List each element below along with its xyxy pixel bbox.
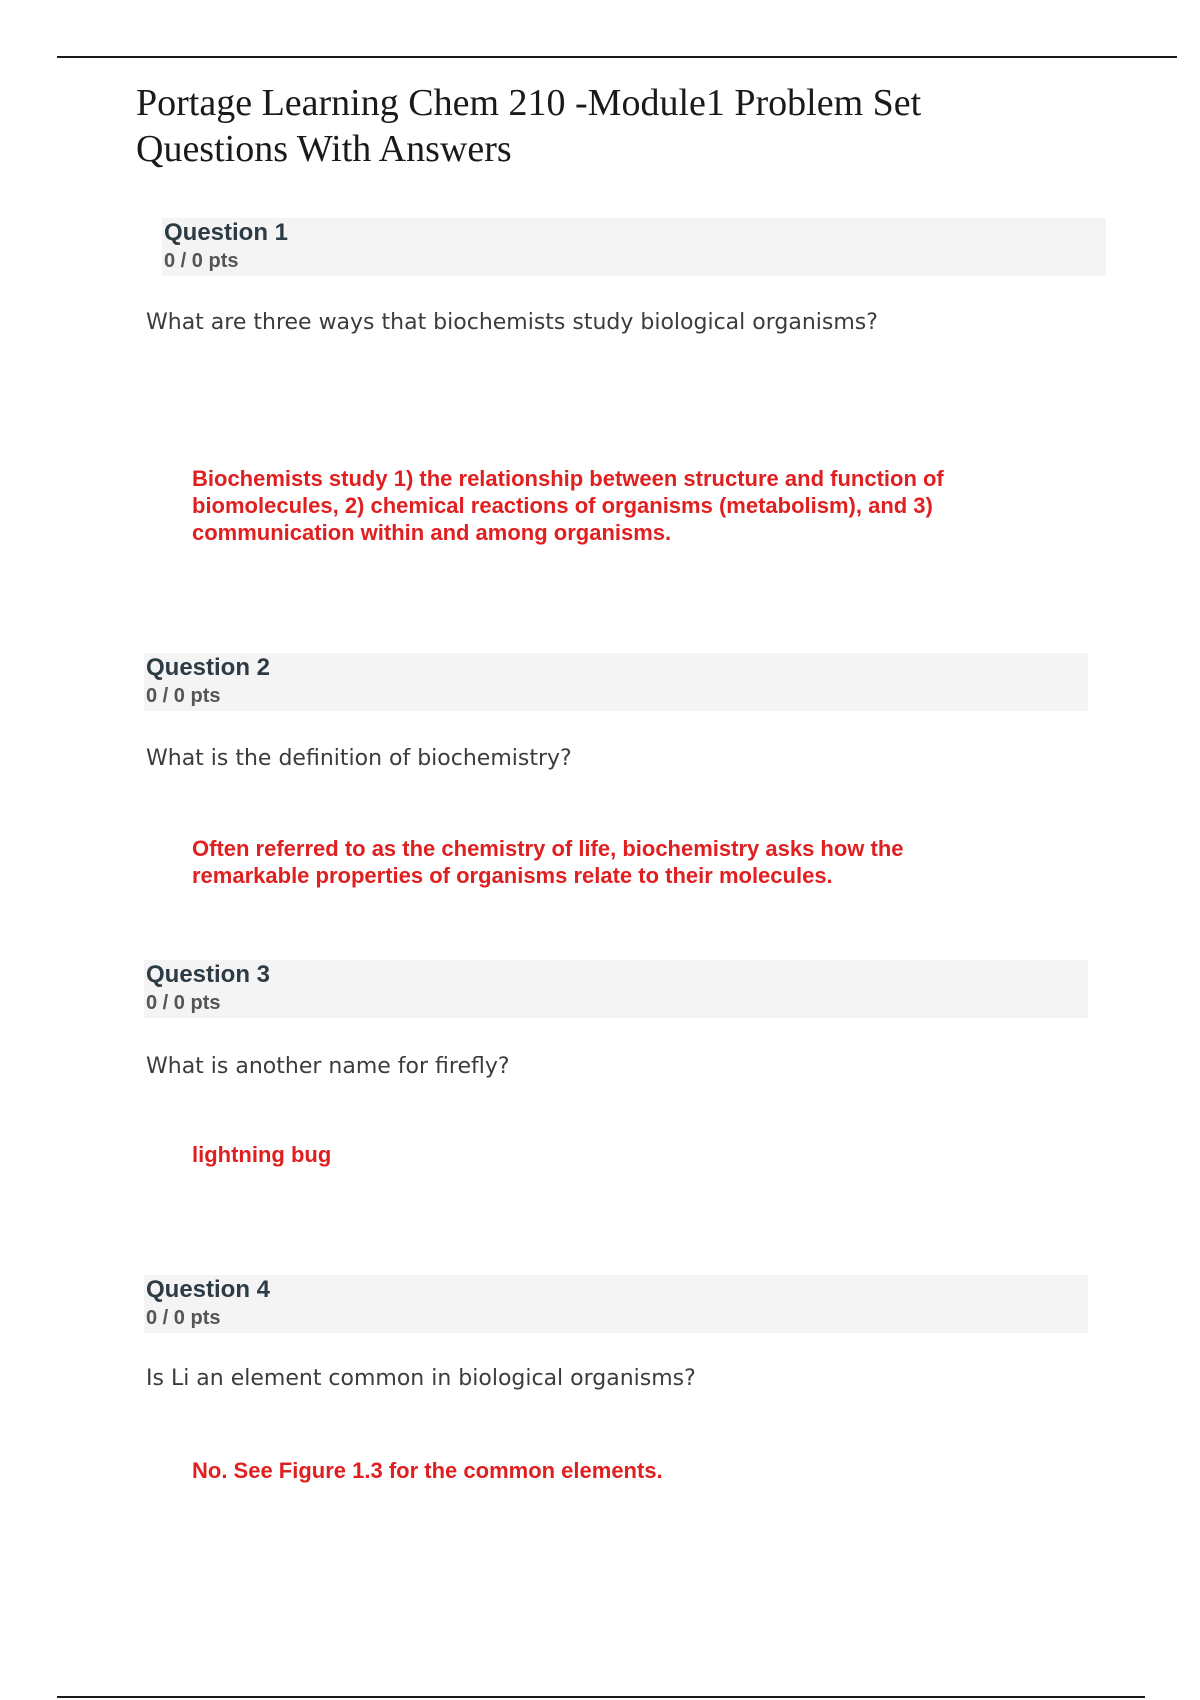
question-header (162, 218, 1106, 276)
answer-line: lightning bug (192, 1142, 332, 1167)
answer-line: Often referred to as the chemistry of life, biochemistry asks how the (192, 836, 904, 861)
answer-line: biomolecules, 2) chemical reactions of organisms (metabolism), and 3) (192, 493, 933, 518)
question-title: Question 3 (146, 961, 271, 988)
question-points: 0 / 0 pts (146, 992, 221, 1014)
question-header (144, 1275, 1088, 1333)
answer-line: remarkable properties of organisms relate to their molecules. (192, 863, 833, 888)
question-header (144, 653, 1088, 711)
question-text: What is the definition of biochemistry? (146, 746, 572, 771)
question-points: 0 / 0 pts (146, 1307, 221, 1329)
answer-text (192, 1141, 1052, 1168)
answer-text (192, 1457, 1052, 1484)
question-points: 0 / 0 pts (146, 685, 221, 707)
answer-text (192, 835, 1052, 889)
answer-line: communication within and among organisms. (192, 520, 672, 545)
bottom-rule (57, 1696, 1145, 1698)
document-title (136, 80, 1036, 172)
answer-line: No. See Figure 1.3 for the common elements. (192, 1458, 663, 1483)
question-header (144, 960, 1088, 1018)
question-text: Is Li an element common in biological organisms? (146, 1366, 696, 1391)
question-title: Question 1 (164, 219, 289, 246)
question-title: Question 2 (146, 654, 271, 681)
answer-text (192, 465, 1052, 546)
document-title-line-2: Questions With Answers (136, 128, 512, 170)
question-title: Question 4 (146, 1276, 271, 1303)
top-rule (57, 56, 1177, 58)
question-points: 0 / 0 pts (164, 250, 239, 272)
question-text: What is another name for firefly? (146, 1054, 510, 1079)
answer-line: Biochemists study 1) the relationship between structure and function of (192, 466, 944, 491)
question-text: What are three ways that biochemists study biological organisms? (146, 310, 878, 335)
document-title-line-1: Portage Learning Chem 210 -Module1 Problem Set (136, 82, 922, 124)
